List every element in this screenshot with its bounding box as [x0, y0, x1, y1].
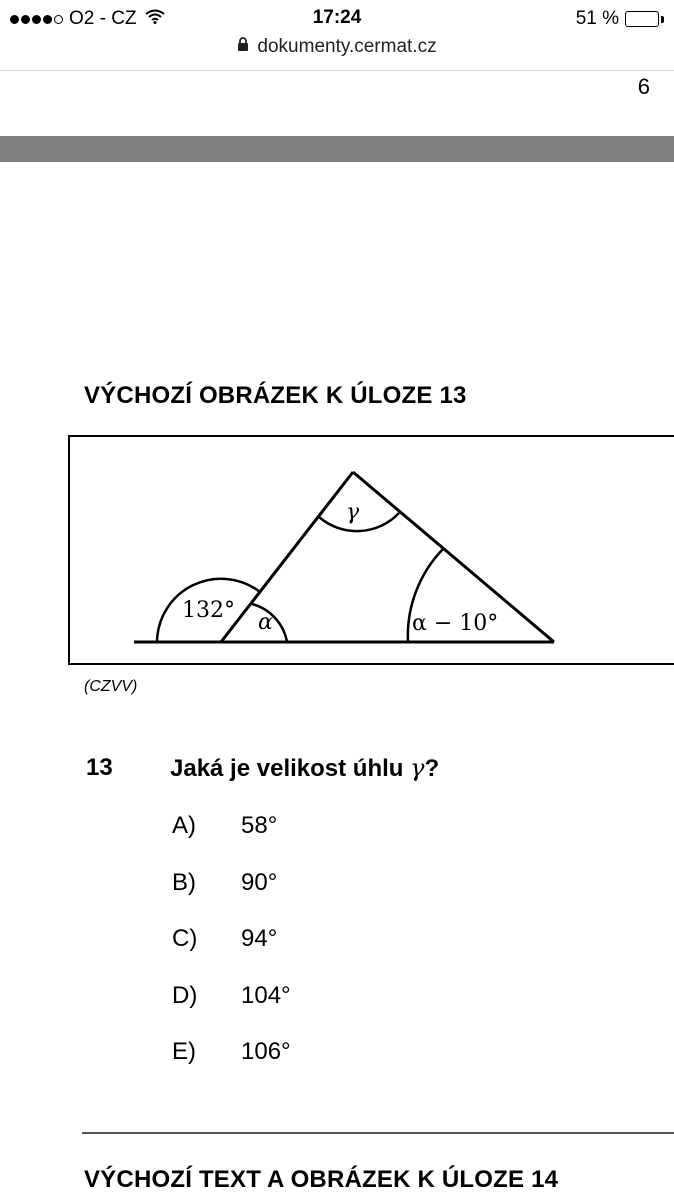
section-divider	[82, 1132, 674, 1134]
option-d-letter: D)	[172, 982, 198, 1009]
battery-icon	[625, 11, 659, 27]
clock: 17:24	[312, 7, 362, 28]
question-number: 13	[86, 754, 113, 781]
option-c-letter: C)	[172, 925, 198, 952]
triangle-left-side	[221, 472, 353, 642]
question-text	[170, 754, 439, 783]
label-gamma: γ	[346, 500, 360, 525]
question-mark: ?	[424, 755, 440, 782]
triangle-diagram	[70, 437, 674, 663]
label-alpha-minus-10: α − 10°	[412, 611, 499, 636]
option-b-letter: B)	[172, 869, 196, 896]
page-number: 6	[637, 74, 650, 99]
label-132: 132°	[182, 598, 235, 623]
lock-icon	[237, 36, 249, 58]
figure-13	[68, 435, 674, 665]
label-alpha: α	[258, 610, 273, 635]
address-bar[interactable]	[0, 36, 674, 58]
option-e-value: 106°	[241, 1038, 291, 1065]
battery-indicator	[576, 8, 664, 30]
option-d-value: 104°	[241, 982, 291, 1009]
status-bar	[0, 0, 674, 40]
section-14-heading: VÝCHOZÍ TEXT A OBRÁZEK K ÚLOZE 14	[84, 1166, 559, 1193]
option-e-letter: E)	[172, 1038, 196, 1065]
option-c-value: 94°	[241, 925, 278, 952]
header-bar	[0, 136, 674, 162]
question-variable: γ	[410, 754, 425, 782]
battery-percent: 51 %	[575, 8, 619, 29]
carrier-name: O2 - CZ	[69, 8, 137, 29]
figure-credit: (CZVV)	[84, 678, 138, 695]
option-a-letter: A)	[172, 812, 196, 839]
option-b-value: 90°	[241, 869, 278, 896]
toolbar-divider	[0, 70, 674, 71]
url-text: dokumenty.cermat.cz	[257, 36, 437, 57]
section-13-heading: VÝCHOZÍ OBRÁZEK K ÚLOZE 13	[84, 382, 467, 409]
question-label: Jaká je velikost úhlu	[170, 755, 404, 782]
option-a-value: 58°	[241, 812, 278, 839]
